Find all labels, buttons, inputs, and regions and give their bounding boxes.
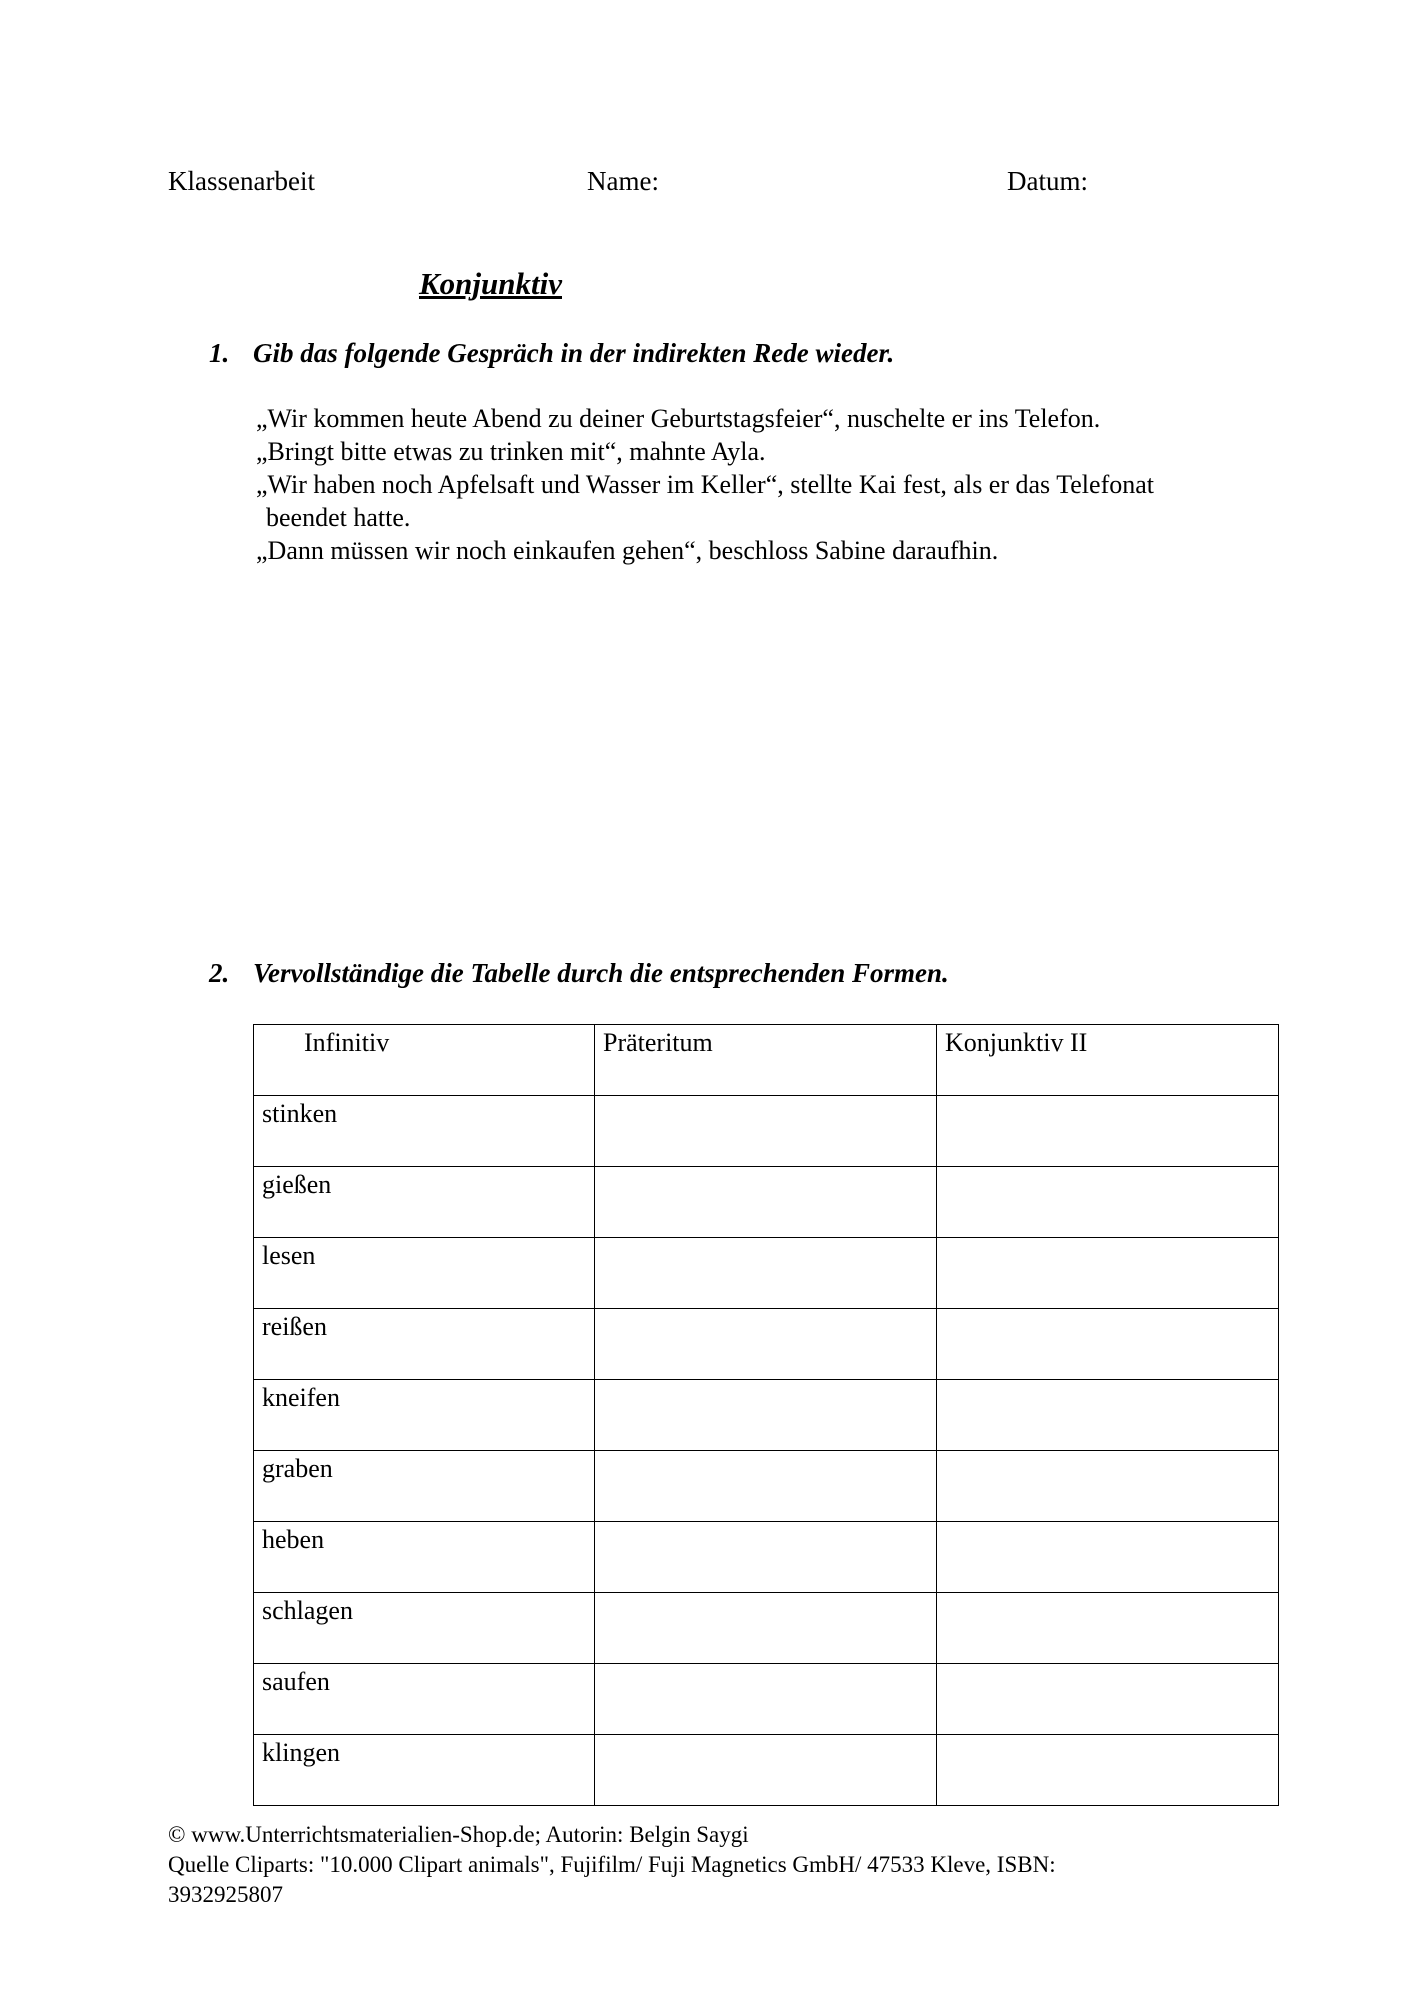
infinitiv-cell: lesen [254,1238,595,1309]
praeteritum-answer-cell[interactable] [595,1735,937,1806]
infinitiv-cell: gießen [254,1167,595,1238]
praeteritum-answer-cell[interactable] [595,1380,937,1451]
infinitiv-cell: klingen [254,1735,595,1806]
konjunktiv-answer-cell[interactable] [937,1664,1279,1735]
infinitiv-cell: graben [254,1451,595,1522]
table-row [254,1664,1279,1735]
dialogue-line: „Wir haben noch Apfelsaft und Wasser im Keller“, stellte Kai fest, als er das Telefonat [256,470,1154,499]
task-1-heading [209,338,894,369]
clipart-source-line: Quelle Cliparts: "10.000 Clipart animals", Fujifilm/ Fuji Magnetics GmbH/ 47533 Kleve, ISBN: [168,1852,1056,1877]
task-2-number: 2. [209,958,230,988]
infinitiv-cell: kneifen [254,1380,595,1451]
infinitiv-cell: reißen [254,1309,595,1380]
praeteritum-answer-cell[interactable] [595,1167,937,1238]
task-1-number: 1. [209,338,230,368]
konjunktiv-answer-cell[interactable] [937,1451,1279,1522]
konjunktiv-answer-cell[interactable] [937,1309,1279,1380]
dialogue-line: „Wir kommen heute Abend zu deiner Geburtstagsfeier“, nuschelte er ins Telefon. [256,404,1101,433]
infinitiv-cell: schlagen [254,1593,595,1664]
name-label: Name: [587,166,659,196]
table-row [254,1167,1279,1238]
isbn-line: 3932925807 [168,1882,283,1907]
dialogue-text [256,402,1296,567]
table-row [254,1451,1279,1522]
column-header-infinitiv: Infinitiv [254,1025,595,1096]
copyright-footer [168,1820,1056,1910]
column-header-konjunktiv-ii: Konjunktiv II [937,1025,1279,1096]
dialogue-line: beendet hatte. [266,503,411,532]
konjunktiv-answer-cell[interactable] [937,1380,1279,1451]
table-row [254,1735,1279,1806]
table-row [254,1522,1279,1593]
copyright-line: © www.Unterrichtsmaterialien-Shop.de; Autorin: Belgin Saygi [168,1822,749,1847]
table-row [254,1096,1279,1167]
konjunktiv-answer-cell[interactable] [937,1167,1279,1238]
praeteritum-answer-cell[interactable] [595,1451,937,1522]
verb-table [253,1024,1279,1806]
praeteritum-answer-cell[interactable] [595,1096,937,1167]
task-1-instruction: Gib das folgende Gespräch in der indirekten Rede wieder. [253,338,895,368]
infinitiv-cell: heben [254,1522,595,1593]
praeteritum-answer-cell[interactable] [595,1309,937,1380]
konjunktiv-answer-cell[interactable] [937,1096,1279,1167]
praeteritum-answer-cell[interactable] [595,1522,937,1593]
konjunktiv-answer-cell[interactable] [937,1522,1279,1593]
date-label: Datum: [1007,166,1088,196]
table-row [254,1593,1279,1664]
praeteritum-answer-cell[interactable] [595,1664,937,1735]
praeteritum-answer-cell[interactable] [595,1238,937,1309]
table-row [254,1380,1279,1451]
worksheet-header [0,166,1414,206]
praeteritum-answer-cell[interactable] [595,1593,937,1664]
klassenarbeit-label: Klassenarbeit [168,166,315,196]
infinitiv-cell: saufen [254,1664,595,1735]
dialogue-line: „Dann müssen wir noch einkaufen gehen“, beschloss Sabine daraufhin. [256,536,999,565]
table-row [254,1238,1279,1309]
infinitiv-cell: stinken [254,1096,595,1167]
column-header-praeteritum: Präteritum [595,1025,937,1096]
task-2-instruction: Vervollständige die Tabelle durch die entsprechenden Formen. [253,958,949,988]
konjunktiv-answer-cell[interactable] [937,1735,1279,1806]
konjunktiv-answer-cell[interactable] [937,1238,1279,1309]
table-header-row [254,1025,1279,1096]
page-title: Konjunktiv [419,266,562,301]
task-2-heading [209,958,949,989]
konjunktiv-answer-cell[interactable] [937,1593,1279,1664]
dialogue-line: „Bringt bitte etwas zu trinken mit“, mahnte Ayla. [256,437,766,466]
table-row [254,1309,1279,1380]
